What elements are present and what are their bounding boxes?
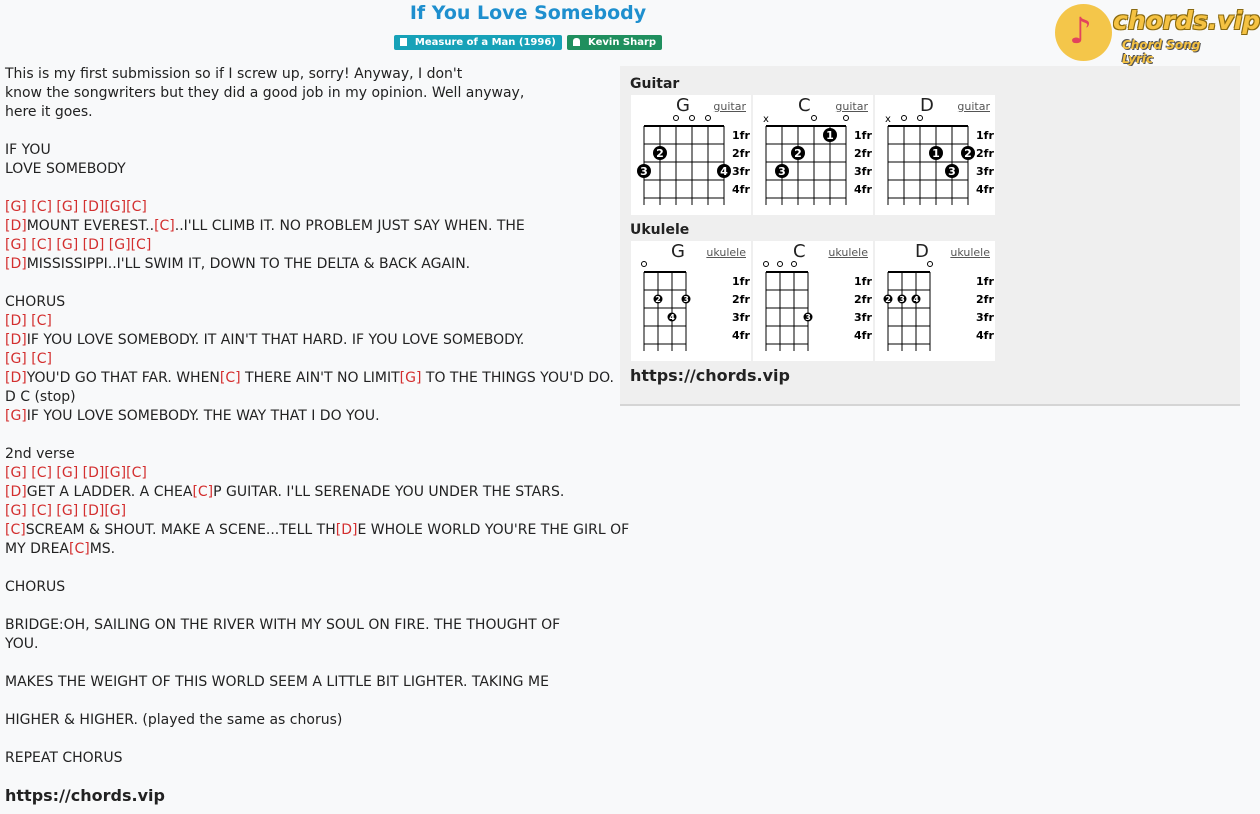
- finger-number: 3: [805, 313, 811, 322]
- open-string-marker: [812, 116, 817, 121]
- lyric-text: P GUITAR. I'LL SERENADE YOU UNDER THE STARS.: [213, 484, 565, 500]
- chord-instrument-link[interactable]: ukulele: [950, 246, 990, 259]
- logo-tagline: Chord Song Lyric: [1122, 38, 1201, 66]
- chord-marker[interactable]: [G]: [104, 503, 127, 519]
- lyric-line: [5, 255, 605, 274]
- chord-marker[interactable]: [G]: [5, 237, 27, 253]
- fret-label: 1fr: [854, 129, 872, 142]
- fret-label: 1fr: [854, 275, 872, 288]
- fret-label: 4fr: [732, 329, 750, 342]
- chord-marker[interactable]: [C]: [31, 313, 52, 329]
- chord-diagram-guitar-d[interactable]: [875, 95, 995, 215]
- fretboard-grid: [631, 95, 751, 215]
- lyric-line: [5, 521, 630, 540]
- lyric-line: [5, 198, 605, 217]
- chord-marker[interactable]: [G]: [104, 465, 127, 481]
- lyric-line: [5, 464, 605, 483]
- logo-name: chords.vip: [1113, 6, 1260, 35]
- muted-string-marker: x: [885, 114, 891, 125]
- fret-label: 4fr: [854, 329, 872, 342]
- finger-number: 3: [948, 165, 956, 178]
- lyric-blank-line: [5, 559, 605, 578]
- lyric-line: [5, 711, 605, 730]
- lyric-line: [5, 483, 605, 502]
- muted-string-marker: x: [763, 114, 769, 125]
- chord-marker[interactable]: [C]: [5, 522, 26, 538]
- lyric-text: ..I'LL CLIMB IT. NO PROBLEM JUST SAY WHEN. THE: [174, 218, 525, 234]
- chord-marker[interactable]: [C]: [219, 370, 241, 386]
- lyric-line: [5, 578, 605, 597]
- chord-name: G: [676, 95, 690, 116]
- finger-number: 3: [899, 295, 905, 304]
- lyric-text: This is my first submission so if I screw up, sorry! Anyway, I don't: [5, 66, 463, 82]
- fret-label: 3fr: [732, 165, 750, 178]
- fret-label: 1fr: [976, 275, 994, 288]
- lyric-text: THERE AIN'T NO LIMIT: [240, 370, 400, 386]
- lyric-text: 2nd verse: [5, 446, 75, 462]
- lyric-text: GET A LADDER. A CHEA: [26, 484, 193, 500]
- chord-marker[interactable]: [G]: [5, 351, 27, 367]
- lyric-text: MY DREA: [5, 541, 70, 557]
- chord-instrument-link[interactable]: ukulele: [706, 246, 746, 259]
- open-string-marker: [706, 116, 711, 121]
- lyric-text: HIGHER & HIGHER. (played the same as chorus): [5, 712, 343, 728]
- fret-label: 1fr: [976, 129, 994, 142]
- chord-marker[interactable]: [C]: [31, 237, 52, 253]
- song-badges: [0, 35, 1056, 50]
- fret-label: 4fr: [976, 183, 994, 196]
- chord-name: G: [671, 241, 685, 262]
- finger-number: 3: [640, 165, 648, 178]
- lyric-text: E WHOLE WORLD YOU'RE THE GIRL OF: [357, 522, 630, 538]
- fret-label: 4fr: [854, 183, 872, 196]
- chord-marker[interactable]: [G]: [104, 199, 127, 215]
- artist-badge-label: Kevin Sharp: [588, 37, 657, 48]
- chord-marker[interactable]: [D]: [82, 503, 105, 519]
- chord-marker[interactable]: [D]: [5, 256, 27, 272]
- fret-label: 4fr: [732, 183, 750, 196]
- chord-marker[interactable]: [D]: [5, 370, 27, 386]
- album-icon: [400, 38, 407, 46]
- finger-number: 1: [826, 129, 834, 142]
- open-string-marker: [690, 116, 695, 121]
- finger-number: 2: [885, 295, 891, 304]
- chord-diagram-ukulele-d[interactable]: [875, 241, 995, 361]
- lyrics-body: [5, 65, 630, 768]
- fretboard-grid: [875, 95, 995, 215]
- chord-marker[interactable]: [C]: [126, 465, 147, 481]
- finger-number: 1: [932, 147, 940, 160]
- lyric-line: [5, 445, 605, 464]
- chord-marker[interactable]: [C]: [130, 237, 152, 253]
- chord-marker[interactable]: [G]: [56, 199, 79, 215]
- fret-label: 2fr: [976, 147, 994, 160]
- lyric-text: MAKES THE WEIGHT OF THIS WORLD SEEM A LITTLE BIT LIGHTER. TAKING ME: [5, 674, 549, 690]
- lyric-text: CHORUS: [5, 579, 66, 595]
- lyric-blank-line: [5, 692, 605, 711]
- chord-instrument-link[interactable]: guitar: [957, 100, 990, 113]
- guitar-icon: ♪: [1069, 11, 1092, 52]
- chord-marker[interactable]: [G]: [56, 237, 79, 253]
- user-icon: [573, 38, 580, 46]
- lyric-line: [5, 673, 605, 692]
- chord-name: C: [798, 95, 811, 116]
- ukulele-heading: Ukulele: [630, 222, 690, 238]
- chord-marker[interactable]: [D]: [5, 332, 27, 348]
- finger-number: 3: [683, 295, 689, 304]
- lyric-text: IF YOU: [5, 142, 51, 158]
- finger-number: 2: [655, 295, 661, 304]
- lyric-text: BRIDGE:OH, SAILING ON THE RIVER WITH MY SOUL ON FIRE. THE THOUGHT OF: [5, 617, 561, 633]
- lyric-line: [5, 141, 605, 160]
- fret-label: 3fr: [854, 165, 872, 178]
- chord-marker[interactable]: [C]: [31, 503, 52, 519]
- chord-marker[interactable]: [D]: [82, 465, 105, 481]
- fret-label: 3fr: [976, 165, 994, 178]
- chord-marker[interactable]: [C]: [69, 541, 90, 557]
- chord-marker[interactable]: [D]: [82, 199, 105, 215]
- chord-instrument-link[interactable]: ukulele: [828, 246, 868, 259]
- site-logo[interactable]: [1055, 4, 1260, 66]
- lyric-text: here it goes.: [5, 104, 93, 120]
- footer-url[interactable]: https://chords.vip: [5, 786, 165, 805]
- lyric-line: [5, 540, 605, 559]
- chord-marker[interactable]: [G]: [5, 465, 27, 481]
- finger-number: 2: [964, 147, 972, 160]
- lyric-line: [5, 65, 605, 84]
- chord-name: C: [793, 241, 806, 262]
- lyric-text: MS.: [89, 541, 116, 557]
- finger-number: 3: [778, 165, 786, 178]
- open-string-marker: [778, 262, 783, 267]
- lyric-line: [5, 635, 605, 654]
- chord-instrument-link[interactable]: guitar: [835, 100, 868, 113]
- chord-name: D: [920, 95, 934, 116]
- finger-number: 4: [669, 313, 675, 322]
- lyric-line: [5, 331, 605, 350]
- fret-label: 2fr: [732, 147, 750, 160]
- album-badge[interactable]: [394, 35, 562, 50]
- chord-marker[interactable]: [C]: [126, 199, 147, 215]
- lyric-line: [5, 312, 605, 331]
- chord-marker[interactable]: [D]: [5, 313, 27, 329]
- artist-badge[interactable]: [567, 35, 662, 50]
- chord-diagram-panel: [620, 66, 1240, 406]
- lyric-line: [5, 84, 605, 103]
- lyric-blank-line: [5, 654, 605, 673]
- lyric-text: IF YOU LOVE SOMEBODY. THE WAY THAT I DO YOU.: [26, 408, 380, 424]
- lyric-text: CHORUS: [5, 294, 66, 310]
- lyric-blank-line: [5, 274, 605, 293]
- lyric-text: IF YOU LOVE SOMEBODY. IT AIN'T THAT HARD. IF YOU LOVE SOMEBODY.: [26, 332, 525, 348]
- chord-marker[interactable]: [G]: [399, 370, 422, 386]
- lyric-blank-line: [5, 426, 605, 445]
- chord-marker[interactable]: [G]: [108, 237, 131, 253]
- lyric-blank-line: [5, 179, 605, 198]
- chord-diagram-ukulele-g[interactable]: [631, 241, 751, 361]
- open-string-marker: [764, 262, 769, 267]
- lyric-line: [5, 407, 605, 426]
- chord-diagram-guitar-c[interactable]: [753, 95, 873, 215]
- chord-diagram-ukulele-c[interactable]: [753, 241, 873, 361]
- fretboard-grid: [875, 241, 995, 361]
- finger-number: 4: [720, 165, 728, 178]
- open-string-marker: [928, 262, 933, 267]
- panel-url[interactable]: https://chords.vip: [630, 366, 790, 385]
- fret-label: 3fr: [732, 311, 750, 324]
- chord-marker[interactable]: [C]: [31, 351, 52, 367]
- chord-marker[interactable]: [G]: [56, 465, 79, 481]
- chord-marker[interactable]: [D]: [5, 218, 27, 234]
- album-badge-label: Measure of a Man (1996): [414, 37, 556, 48]
- chord-marker[interactable]: [C]: [31, 199, 52, 215]
- chord-marker[interactable]: [G]: [5, 199, 27, 215]
- chord-marker[interactable]: [C]: [192, 484, 214, 500]
- chord-instrument-link[interactable]: guitar: [713, 100, 746, 113]
- lyric-line: [5, 103, 605, 122]
- chord-marker[interactable]: [C]: [154, 218, 175, 234]
- fret-label: 2fr: [732, 293, 750, 306]
- lyric-line: [5, 236, 605, 255]
- open-string-marker: [792, 262, 797, 267]
- fret-label: 1fr: [732, 129, 750, 142]
- finger-number: 2: [656, 147, 664, 160]
- fret-label: 2fr: [854, 147, 872, 160]
- lyric-line: [5, 616, 605, 635]
- fret-label: 3fr: [976, 311, 994, 324]
- open-string-marker: [918, 116, 923, 121]
- chord-name: D: [915, 241, 929, 262]
- lyric-text: LOVE SOMEBODY: [5, 161, 126, 177]
- lyric-text: MISSISSIPPI..I'LL SWIM IT, DOWN TO THE DELTA & BACK AGAIN.: [26, 256, 471, 272]
- chord-marker[interactable]: [C]: [31, 465, 52, 481]
- lyric-text: SCREAM & SHOUT. MAKE A SCENE...TELL TH: [25, 522, 336, 538]
- lyric-line: [5, 502, 605, 521]
- lyric-line: [5, 369, 614, 388]
- guitar-heading: Guitar: [630, 76, 680, 92]
- lyric-blank-line: [5, 122, 605, 141]
- fret-label: 3fr: [854, 311, 872, 324]
- open-string-marker: [674, 116, 679, 121]
- lyric-text: REPEAT CHORUS: [5, 750, 123, 766]
- open-string-marker: [902, 116, 907, 121]
- chord-marker[interactable]: [G]: [5, 408, 27, 424]
- chord-marker[interactable]: [D]: [5, 484, 27, 500]
- chord-diagram-guitar-g[interactable]: [631, 95, 751, 215]
- lyric-blank-line: [5, 597, 605, 616]
- finger-number: 4: [913, 295, 919, 304]
- fret-label: 2fr: [854, 293, 872, 306]
- open-string-marker: [642, 262, 647, 267]
- lyric-text: D C (stop): [5, 389, 76, 405]
- lyric-line: [5, 160, 605, 179]
- song-title: If You Love Somebody: [409, 2, 647, 24]
- chord-marker[interactable]: [G]: [56, 503, 79, 519]
- chord-marker[interactable]: [G]: [5, 503, 27, 519]
- lyric-blank-line: [5, 730, 605, 749]
- open-string-marker: [844, 116, 849, 121]
- fretboard-grid: [631, 241, 751, 361]
- lyric-line: [5, 749, 605, 768]
- lyric-text: TO THE THINGS YOU'D DO.: [421, 370, 614, 386]
- lyric-line: [5, 350, 605, 369]
- lyric-text: YOU.: [5, 636, 39, 652]
- chord-marker[interactable]: [D]: [82, 237, 105, 253]
- chord-marker[interactable]: [D]: [335, 522, 358, 538]
- lyric-text: YOU'D GO THAT FAR. WHEN: [26, 370, 220, 386]
- lyric-line: [5, 217, 605, 236]
- lyric-text: know the songwriters but they did a good job in my opinion. Well anyway,: [5, 85, 525, 101]
- fret-label: 1fr: [732, 275, 750, 288]
- fretboard-grid: [753, 95, 873, 215]
- lyric-line: [5, 293, 605, 312]
- fret-label: 4fr: [976, 329, 994, 342]
- fret-label: 2fr: [976, 293, 994, 306]
- lyric-text: MOUNT EVEREST..: [26, 218, 155, 234]
- fretboard-grid: [753, 241, 873, 361]
- finger-number: 2: [794, 147, 802, 160]
- lyric-line: [5, 388, 605, 407]
